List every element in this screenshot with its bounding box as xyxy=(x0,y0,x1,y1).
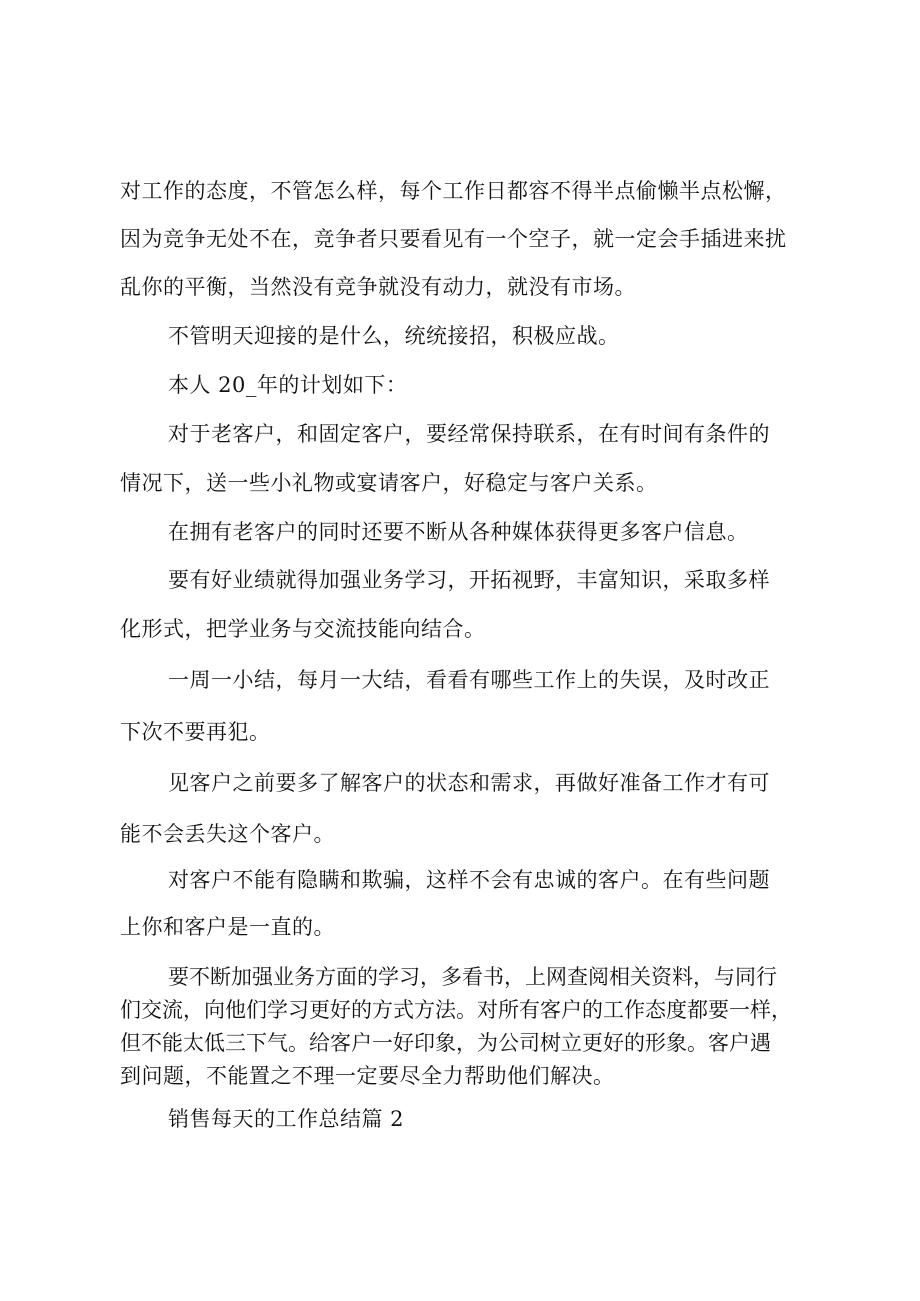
text-line: 要有好业绩就得加强业务学习，开拓视野，丰富知识，采取多样 xyxy=(168,568,770,592)
text-line: 见客户之前要多了解客户的状态和需求，再做好准备工作才有可 xyxy=(168,771,770,795)
text-line: 们交流，向他们学习更好的方式方法。对所有客户的工作态度都要一样， xyxy=(120,998,792,1022)
text-line: 对工作的态度，不管怎么样，每个工作日都容不得半点偷懒半点松懈， xyxy=(120,179,787,203)
text-line: 对于老客户，和固定客户，要经常保持联系，在有时间有条件的 xyxy=(168,422,770,446)
text-line: 下次不要再犯。 xyxy=(120,720,271,744)
text-line: 本人 20_年的计划如下： xyxy=(168,373,408,397)
text-line: 在拥有老客户的同时还要不断从各种媒体获得更多客户信息。 xyxy=(168,520,749,544)
text-line: 因为竞争无处不在，竞争者只要看见有一个空子，就一定会手插进来扰 xyxy=(120,227,787,251)
text-line: 能不会丢失这个客户。 xyxy=(120,822,335,846)
section-heading: 销售每天的工作总结篇 2 xyxy=(168,1107,405,1131)
text-line: 但不能太低三下气。给客户一好印象，为公司树立更好的形象。客户遇 xyxy=(120,1031,771,1055)
text-line: 乱你的平衡，当然没有竞争就没有动力，就没有市场。 xyxy=(120,275,636,299)
text-line: 对客户不能有隐瞒和欺骗，这样不会有忠诚的客户。在有些问题 xyxy=(168,868,770,892)
text-line: 上你和客户是一直的。 xyxy=(120,915,335,939)
text-line: 要不断加强业务方面的学习，多看书，上网查阅相关资料，与同行 xyxy=(168,965,777,989)
text-line: 化形式，把学业务与交流技能向结合。 xyxy=(120,617,486,641)
text-line: 一周一小结，每月一大结，看看有哪些工作上的失误，及时改正 xyxy=(168,668,770,692)
text-line: 不管明天迎接的是什么，统统接招，积极应战。 xyxy=(168,324,620,348)
text-line: 情况下，送一些小礼物或宴请客户，好稳定与客户关系。 xyxy=(120,471,658,495)
text-line: 到问题，不能置之不理一定要尽全力帮助他们解决。 xyxy=(120,1064,615,1088)
